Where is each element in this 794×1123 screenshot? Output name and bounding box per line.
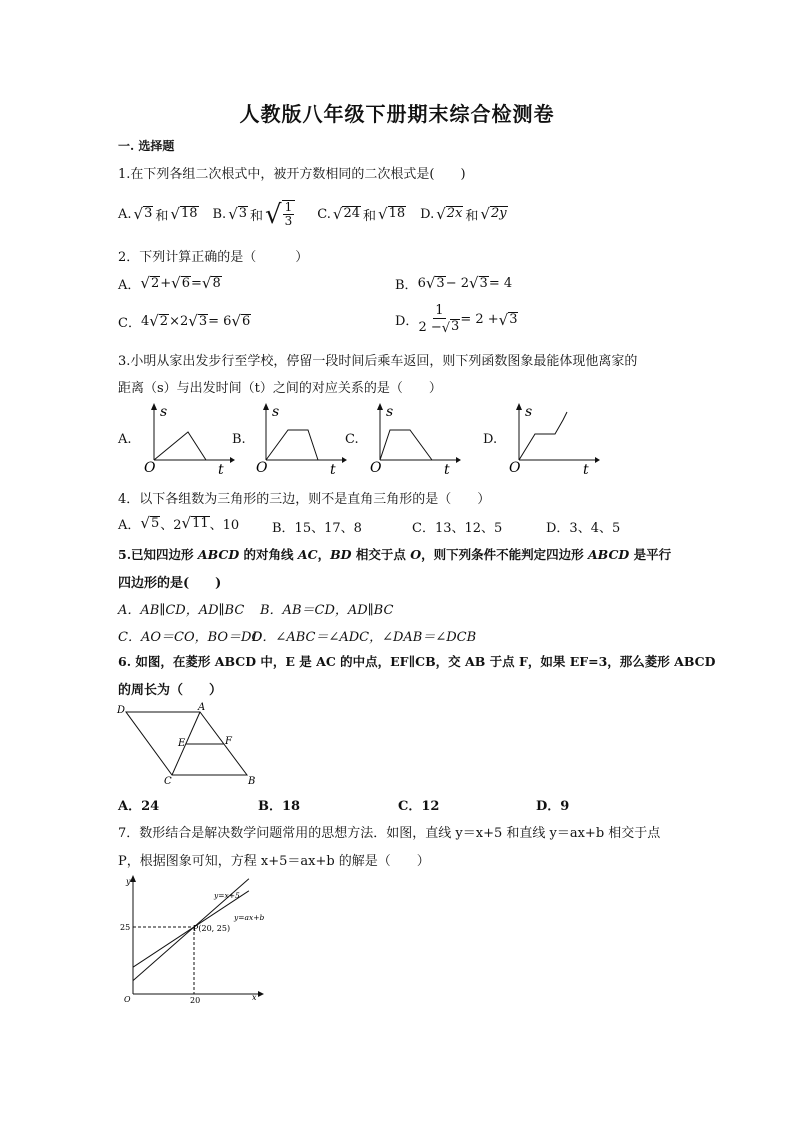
radical: √ 2x <box>436 205 463 224</box>
q3-graph-d <box>505 402 600 474</box>
radical: √ 2y <box>480 205 507 224</box>
q1-d-label: D. <box>420 206 435 222</box>
rhombus-figure <box>114 700 264 788</box>
q5-line2: 四边形的是( ) <box>118 576 222 591</box>
q6-option-d: D．9 <box>536 799 570 814</box>
origin-label: O <box>124 995 131 1004</box>
svg-text:t: t <box>330 462 336 474</box>
q3-graph-c <box>366 402 461 474</box>
tick-label-x: 20 <box>190 996 201 1005</box>
x-axis-label: x <box>252 993 257 1002</box>
q3-option-b-label: B. <box>232 432 246 447</box>
y-axis-arrow <box>130 875 136 882</box>
radical: √ 18 <box>378 205 406 224</box>
q2-option-c: C． 4 √ 2 ×2 √ 3 = 6 √ 6 <box>118 312 251 331</box>
y-axis-label: y <box>126 877 131 886</box>
q2-option-a: A． √ 2 + √ 6 = √ 8 <box>118 274 221 293</box>
q1-b-label: B. <box>212 206 227 222</box>
q3-graph-b <box>252 402 347 474</box>
and-word: 和 <box>250 208 264 224</box>
radical: √ 18 <box>170 205 198 224</box>
q4-option-a: A． √ 5 、2 √ 11 、10 <box>118 514 240 533</box>
svg-text:A: A <box>198 702 206 713</box>
svg-text:s: s <box>525 404 533 420</box>
svg-text:D: D <box>117 705 126 716</box>
q3-graph-a <box>140 402 235 474</box>
q4-option-b: B．15、17、8 <box>272 521 362 536</box>
svg-text:C: C <box>164 776 172 787</box>
series-line-2 <box>133 891 249 967</box>
q5-option-c: C．AO＝CO，BO＝DO <box>118 630 263 645</box>
radical-fraction: √ $\frac{1}{3}$ <box>265 200 295 228</box>
q2-option-b: B． 6 √ 3 − 2 √ 3 = 4 <box>395 274 513 293</box>
q3-line2: 距离（s）与出发时间（t）之间的对应关系的是（ ） <box>118 381 442 396</box>
q7-line1: 7．数形结合是解决数学问题常用的思想方法．如图，直线 y＝x+5 和直线 y＝ax+b 相交于点 <box>118 826 661 841</box>
q6-option-c: C．12 <box>398 799 440 814</box>
svg-text:O: O <box>144 460 156 474</box>
q1-c-label: C. <box>317 206 331 222</box>
and-word: 和 <box>465 208 479 224</box>
svg-text:s: s <box>160 404 168 420</box>
q3-option-c-label: C. <box>345 432 359 447</box>
point-label: P(20, 25) <box>193 924 231 933</box>
q4-option-c: C．13、12、5 <box>412 521 503 536</box>
q5-option-a: A．AB∥CD，AD∥BC <box>118 603 245 618</box>
q2-stem: 2．下列计算正确的是（ ） <box>118 250 309 265</box>
svg-text:E: E <box>178 738 186 749</box>
q4-option-d: D．3、4、5 <box>546 521 621 536</box>
radical: √ 3 <box>133 205 153 224</box>
svg-text:F: F <box>225 736 232 747</box>
and-word: 和 <box>363 208 377 224</box>
svg-text:s: s <box>272 404 280 420</box>
svg-text:s: s <box>386 404 394 420</box>
q2-option-d: D． 1 2 − √ 3 = 2 + √ 3 <box>395 303 518 337</box>
q1-options <box>118 200 508 231</box>
q5-line1: 5.已知四边形 ABCD 的对角线 AC，BD 相交于点 O，则下列条件不能判定四边形 ABCD 是平行 <box>118 547 672 562</box>
q6-option-a: A．24 <box>118 799 160 814</box>
radical: √ 3 <box>228 205 248 224</box>
q6-line1: 6. 如图，在菱形 ABCD 中，E 是 AC 的中点，EF∥CB，交 AB 于点 F，如果 EF=3，那么菱形 ABCD <box>118 654 716 669</box>
q7-line-chart <box>118 872 268 1007</box>
svg-text:B: B <box>248 776 256 787</box>
tick-label-y: 25 <box>120 923 131 932</box>
q3-option-d-label: D. <box>483 432 498 447</box>
x-axis-arrow <box>258 991 264 997</box>
section-heading: 一. 选择题 <box>118 139 175 153</box>
q3-option-a-label: A. <box>118 432 132 447</box>
q5-option-b: B．AB＝CD，AD∥BC <box>260 603 394 618</box>
svg-text:t: t <box>218 462 224 474</box>
svg-text:O: O <box>256 460 268 474</box>
q6-line2: 的周长为（ ） <box>118 683 223 698</box>
svg-text:t: t <box>583 462 589 474</box>
q7-line2: P，根据图象可知，方程 x+5＝ax+b 的解是（ ） <box>118 854 430 869</box>
q6-option-b: B．18 <box>258 799 301 814</box>
q4-stem: 4．以下各组数为三角形的三边，则不是直角三角形的是（ ） <box>118 492 491 507</box>
q3-line1: 3.小明从家出发步行至学校，停留一段时间后乘车返回，则下列函数图象最能体现他离家的 <box>118 354 638 369</box>
series-label-1: y=x+5 <box>214 891 240 900</box>
svg-text:O: O <box>509 460 521 474</box>
page-title: 人教版八年级下册期末综合检测卷 <box>239 102 555 126</box>
radical: √ 24 <box>332 205 360 224</box>
svg-text:O: O <box>370 460 382 474</box>
q1-stem: 1.在下列各组二次根式中，被开方数相同的二次根式是( ) <box>118 167 466 182</box>
svg-text:t: t <box>444 462 450 474</box>
series-label-2: y=ax+b <box>234 913 265 922</box>
q5-option-d: D．∠ABC＝∠ADC，∠DAB＝∠DCB <box>252 630 477 645</box>
and-word: 和 <box>155 208 169 224</box>
q1-a-label: A. <box>118 206 132 222</box>
